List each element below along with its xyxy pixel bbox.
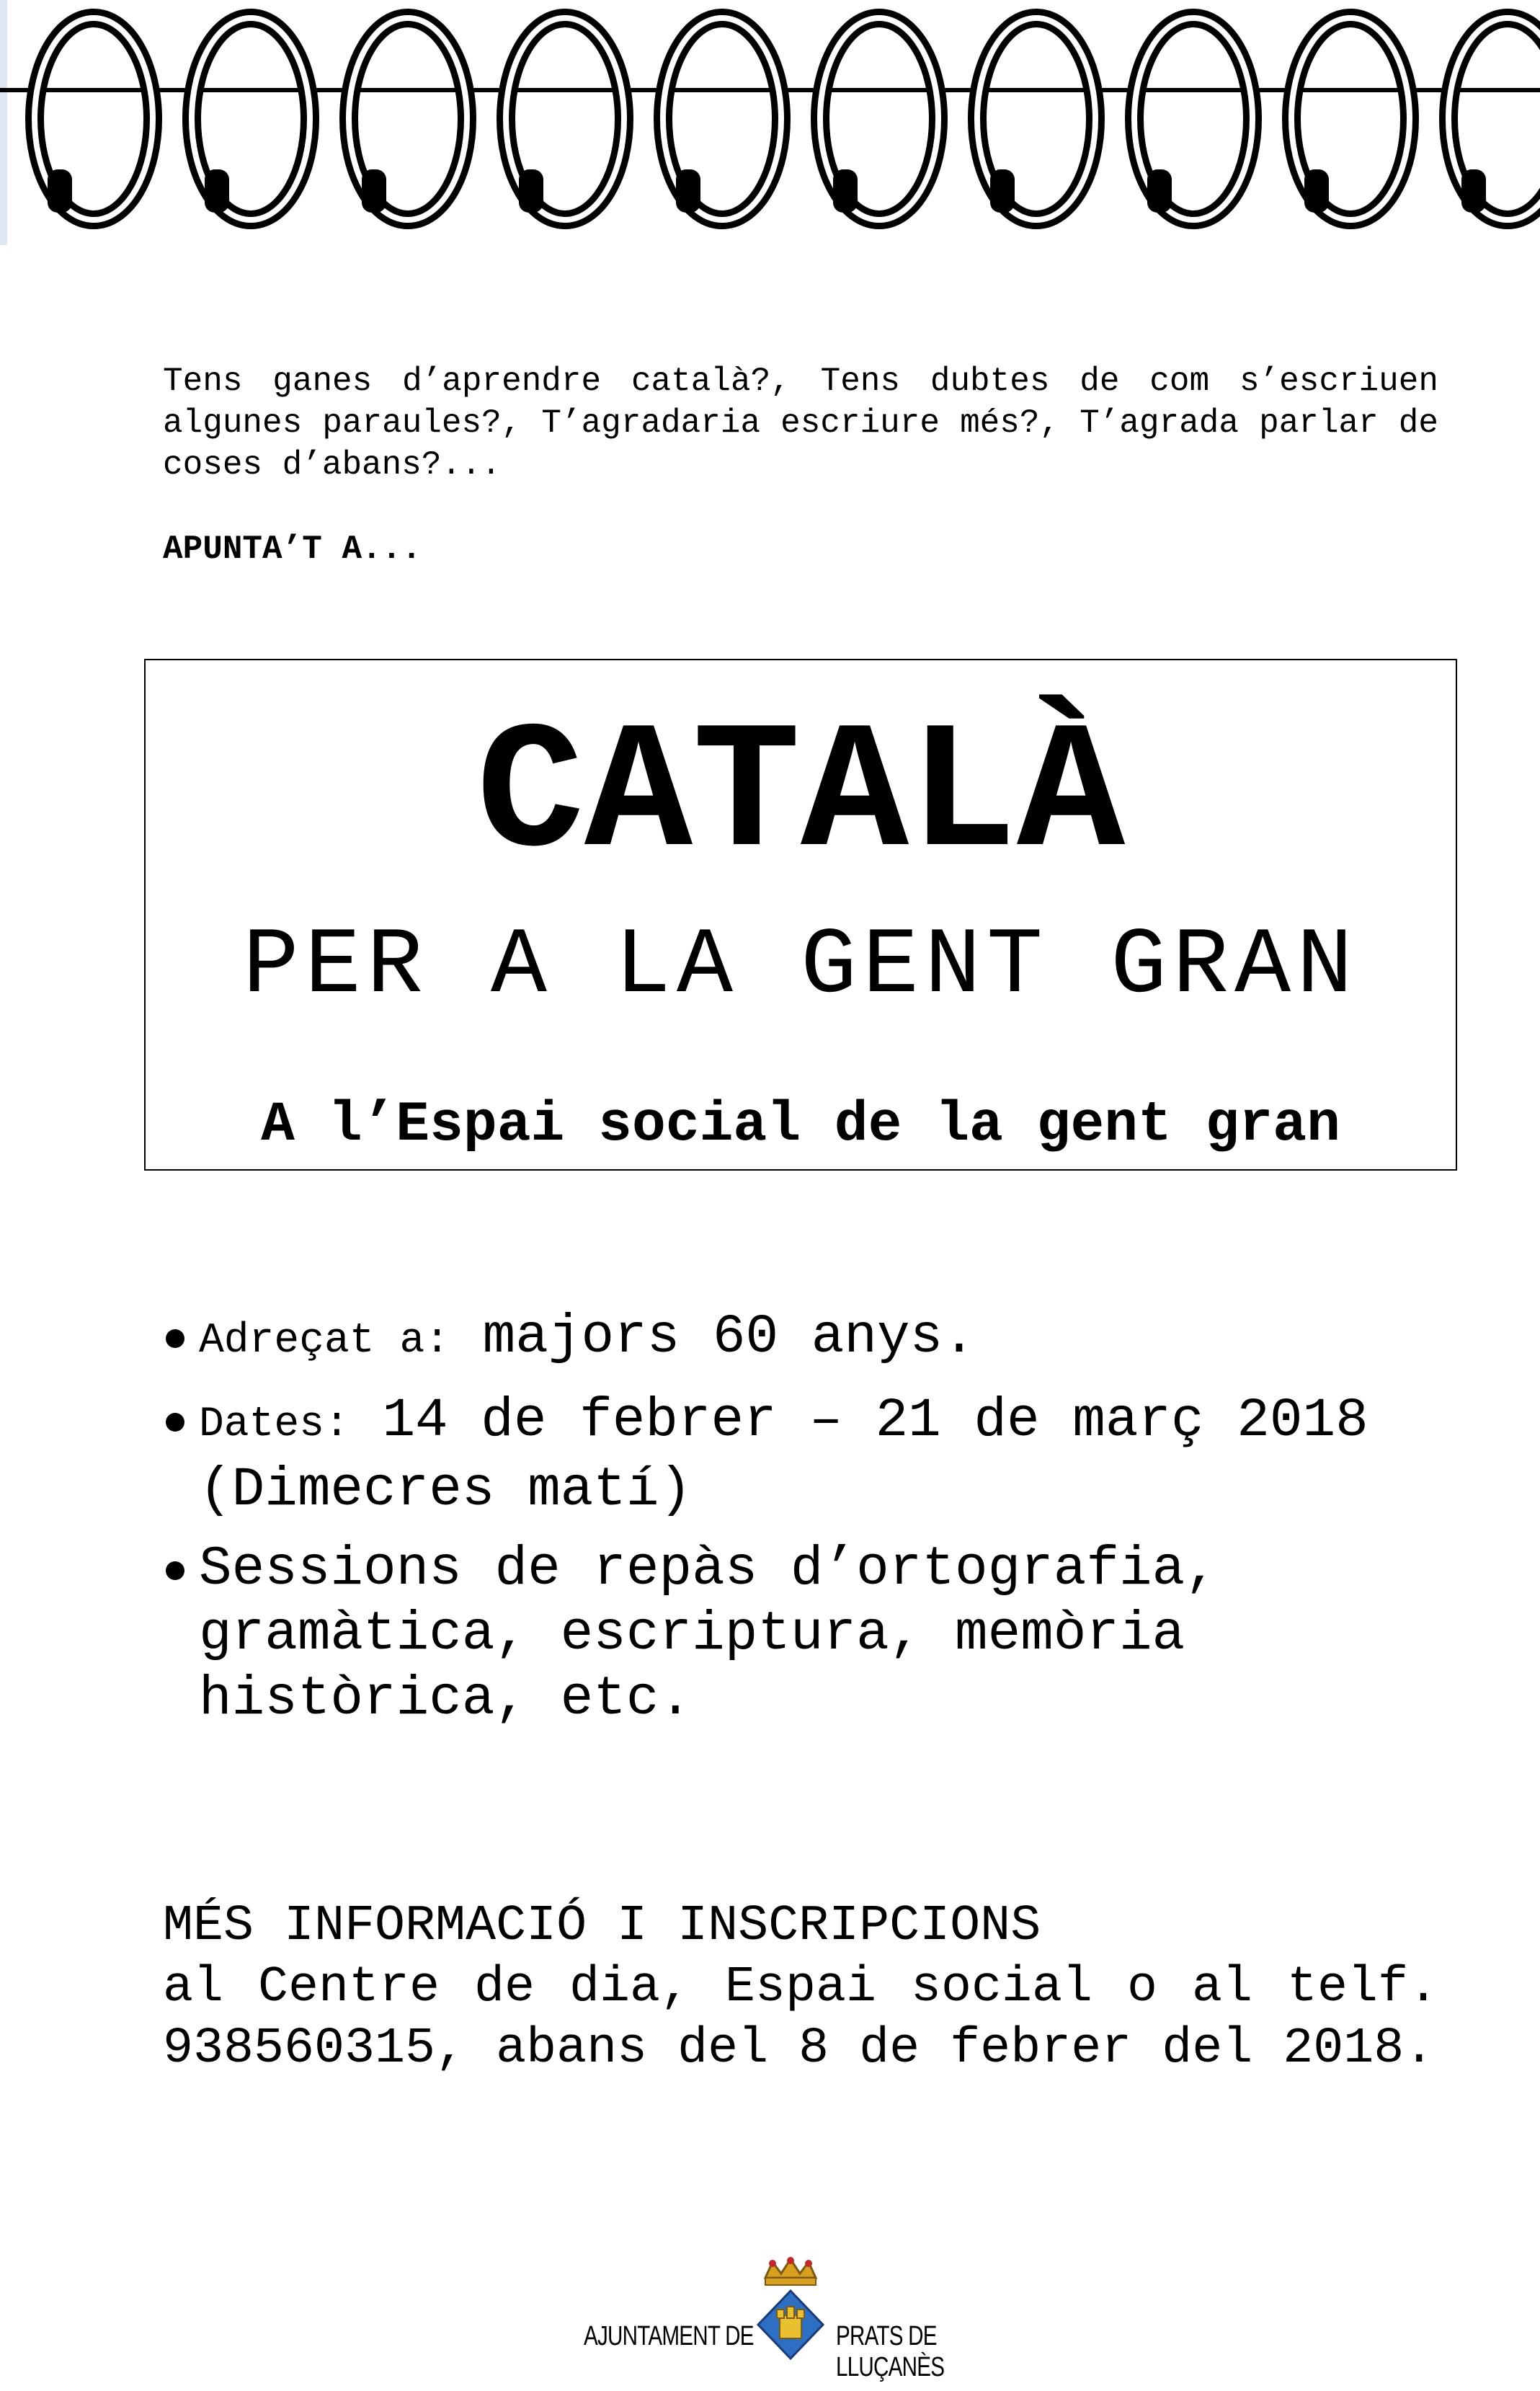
info-heading: MÉS INFORMACIÓ I INSCRIPCIONS (163, 1898, 1041, 1955)
dates-value: 14 de febrer – 21 de març 2018 (Dimecres matí) (199, 1390, 1368, 1521)
footer-left-text: AJUNTAMENT DE (584, 2321, 754, 2351)
spiral-coil-icon (977, 18, 1095, 220)
call-to-action: APUNTA’T A... (163, 531, 422, 568)
dates-label: Dates: (199, 1401, 350, 1448)
sessions-text: Sessions de repàs d’ortografia, gramàtica, escriptura, memòria històrica, etc. (199, 1538, 1218, 1730)
footer-logo (584, 2249, 1045, 2382)
spiral-coil-icon (192, 18, 310, 220)
coat-of-arms-icon (751, 2256, 830, 2364)
info-text: al Centre de dia, Espai social o al telf. 938560315, abans del 8 de febrer del 2018. (163, 1959, 1438, 2077)
spiral-coil-icon (663, 18, 781, 220)
spiral-coil-icon (1448, 18, 1540, 220)
page-subtitle: PER A LA GENT GRAN (242, 914, 1359, 1020)
footer-right-text: PRATS DE LLUÇANÈS (836, 2321, 945, 2382)
info-block (163, 1896, 1438, 2080)
spiral-coil-icon (820, 18, 938, 220)
audience-label: Adreçat a: (199, 1318, 450, 1365)
detail-audience (163, 1305, 1388, 1374)
spiral-coil-icon (35, 18, 153, 220)
bullet-icon (166, 1561, 184, 1580)
spiral-coil-icon (1291, 18, 1410, 220)
bullet-icon (166, 1413, 184, 1432)
detail-sessions (163, 1537, 1388, 1731)
page-title: CATALÀ (476, 695, 1126, 899)
spiral-coil-icon (506, 18, 624, 220)
spiral-coil-icon (1134, 18, 1252, 220)
spiral-coil-icon (349, 18, 467, 220)
audience-value: majors 60 anys. (482, 1306, 976, 1368)
bullet-icon (166, 1329, 184, 1348)
title-box (144, 659, 1457, 1171)
location-line: A l’Espai social de la gent gran (261, 1094, 1340, 1157)
spiral-binding-icon (0, 0, 1540, 245)
intro-paragraph: Tens ganes d’aprendre català?, Tens dubtes de com s’escriuen algunes paraules?, T’agradaria escriure més?, T’agrada parlar de coses d’abans?... (163, 363, 1438, 484)
details-list (163, 1305, 1388, 1746)
detail-dates (163, 1388, 1388, 1522)
